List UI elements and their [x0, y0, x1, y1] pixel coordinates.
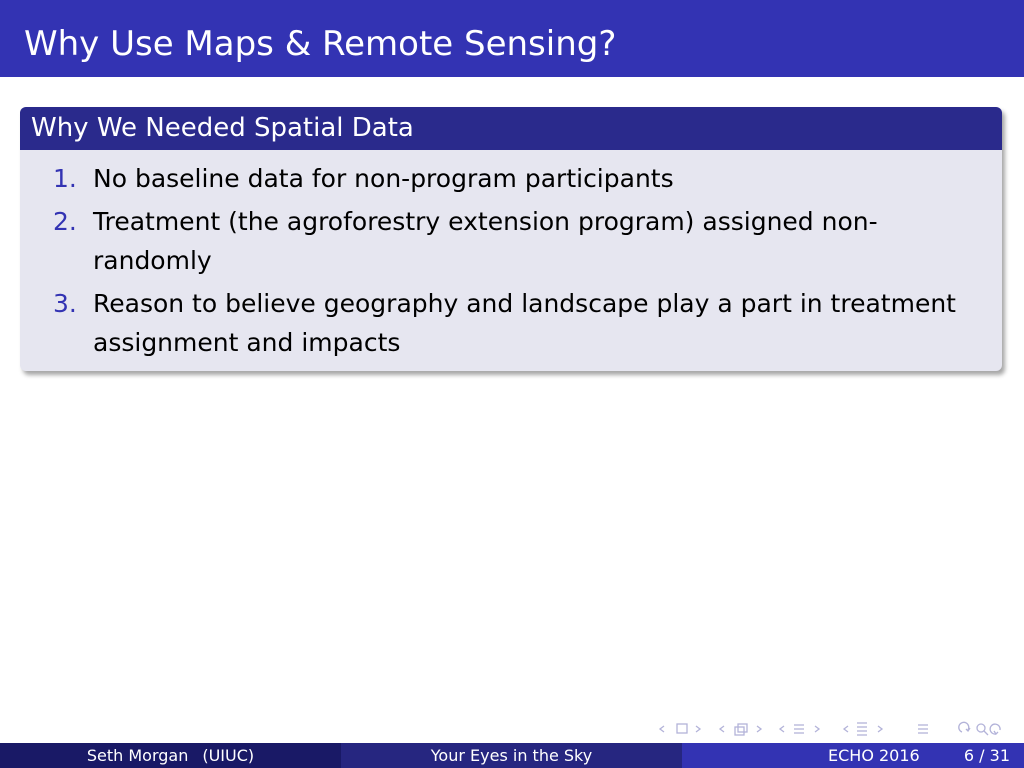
content-block [20, 107, 1002, 371]
list-item-number: 3. [53, 289, 77, 318]
slide-nav-icon[interactable] [660, 724, 700, 733]
footer-title-section [341, 743, 682, 768]
footer-page-number: 6 / 31 [963, 746, 1010, 765]
list-item-number: 2. [53, 207, 77, 236]
list-item-text: Treatment (the agroforestry extension program) assigned non-randomly [93, 207, 878, 275]
section-nav-icon[interactable] [844, 723, 882, 735]
slide-title: Why Use Maps & Remote Sensing? [24, 24, 617, 64]
footer-talk-title: Your Eyes in the Sky [430, 746, 593, 765]
footer-author: Seth Morgan [86, 746, 189, 765]
list-item [20, 202, 982, 280]
search-icon[interactable] [959, 722, 1000, 735]
block-body [20, 150, 1002, 362]
footer-info-section [682, 743, 1024, 768]
list-item-text: Reason to believe geography and landscape play a part in treatment assignment and impacts [93, 289, 956, 357]
list-item [20, 159, 982, 198]
list-item-number: 1. [53, 164, 77, 193]
navigation-symbols [656, 720, 1016, 738]
footer-author-section [0, 743, 341, 768]
list-item-text: No baseline data for non-program participants [93, 164, 674, 193]
subsection-nav-icon[interactable] [780, 725, 819, 733]
block-title: Why We Needed Spatial Data [20, 107, 1002, 150]
frame-nav-icon[interactable] [720, 724, 761, 735]
title-bar [0, 0, 1024, 77]
footer [0, 743, 1024, 768]
footer-institution: (UIUC) [202, 746, 255, 765]
footer-event: ECHO 2016 [828, 746, 920, 765]
list-item [20, 284, 982, 362]
align-icon[interactable] [918, 725, 928, 733]
